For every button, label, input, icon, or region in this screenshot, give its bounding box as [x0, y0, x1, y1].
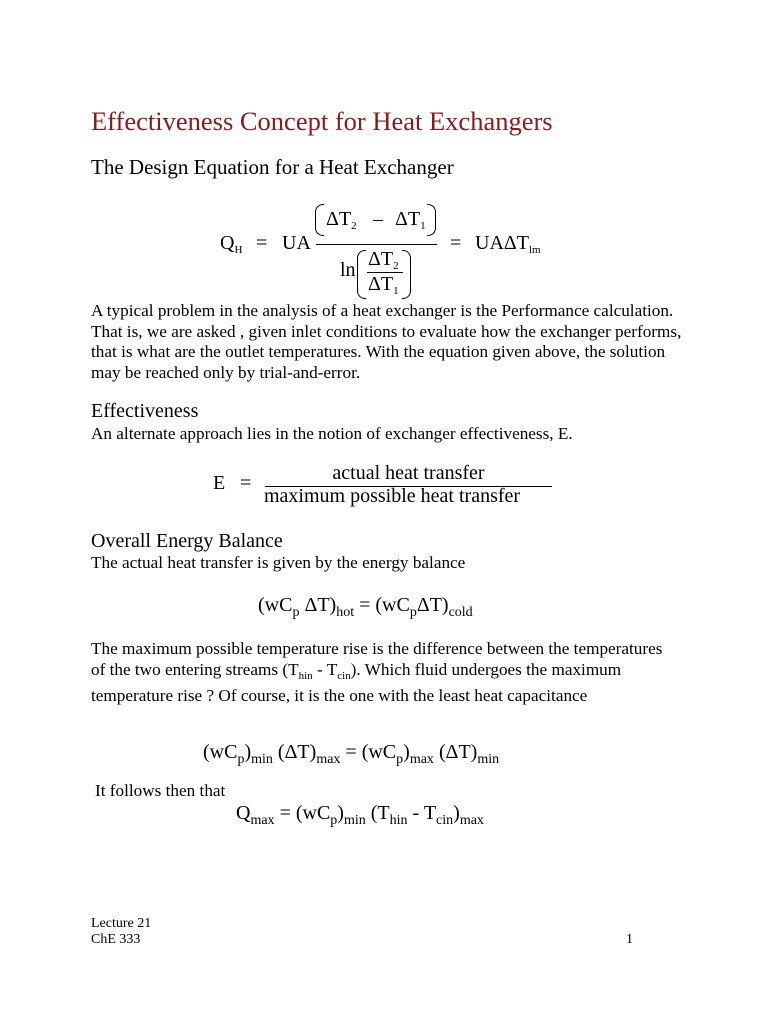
- e-eq-denominator: maximum possible heat transfer: [264, 485, 521, 507]
- energy-balance-equation: ($wC_p$ $\Delta T)_{hot} = (wC_p\Delta T)_{cold}$: [258, 594, 473, 620]
- numerator-dt2: $\Delta T_2$: [326, 208, 357, 232]
- max-temperature-paragraph: The maximum possible temperature rise is the difference between the temperatures of the two entering streams $(T_{hin} - T_{cin})$. Which fluid undergoes the maximum temperature rise ? Of course, it is the one with the least heat capacitance: [91, 639, 663, 705]
- design-eq-rhs: $UA\Delta T_{lm}$: [475, 232, 541, 256]
- qmax-equation: $Q_{max} = (wC_p)_{min}$ $(T_{hin} - T_{cin})_{max}$: [236, 802, 484, 828]
- denominator-ln: ln: [340, 259, 356, 281]
- numerator-right-paren: [427, 204, 436, 236]
- design-eq-equals-2: =: [450, 232, 462, 254]
- design-fraction-bar: [316, 244, 437, 245]
- e-eq-equals: =: [240, 472, 252, 494]
- e-eq-numerator: actual heat transfer: [332, 462, 485, 484]
- numerator-minus: –: [373, 208, 383, 230]
- denominator-dt2: $\Delta T_2$: [368, 248, 399, 272]
- design-eq-ua: UA: [282, 232, 311, 254]
- follows-text: It follows then that: [95, 781, 226, 800]
- footer-lecture: Lecture 21: [91, 916, 152, 931]
- footer-course: ChE 333: [91, 932, 141, 947]
- design-eq-lhs: $Q_H$: [220, 232, 243, 256]
- performance-paragraph: A typical problem in the analysis of a heat exchanger is the Performance calculation. That is, we are asked , given inlet conditions to evaluate how the exchanger performs, that is what are the outlet temperatures. With the equation given above, the solution may be reached only by trial-and-error.: [91, 301, 682, 382]
- effectiveness-text: An alternate approach lies in the notion of exchanger effectiveness, E.: [91, 424, 573, 443]
- capacitance-equation: $(wC_p)_{min}$ $(\Delta T)_{max} = (wC_p)_{max}$ $(\Delta T)_{min}$: [203, 741, 500, 767]
- page-number: 1: [626, 932, 633, 947]
- page-title: Effectiveness Concept for Heat Exchangers: [91, 106, 553, 136]
- energy-balance-heading: Overall Energy Balance: [91, 530, 283, 552]
- effectiveness-heading: Effectiveness: [91, 400, 199, 422]
- design-eq-equals: =: [256, 232, 268, 254]
- denominator-dt1: $\Delta T_1$: [368, 273, 399, 297]
- numerator-dt1: $\Delta T_1$: [395, 208, 426, 232]
- e-eq-lhs: E: [213, 472, 226, 494]
- numerator-left-paren: [315, 204, 324, 236]
- design-equation-heading: The Design Equation for a Heat Exchanger: [91, 155, 454, 179]
- denominator-left-paren: [357, 250, 366, 299]
- denominator-right-paren: [402, 250, 411, 299]
- energy-balance-text: The actual heat transfer is given by the energy balance: [91, 553, 466, 572]
